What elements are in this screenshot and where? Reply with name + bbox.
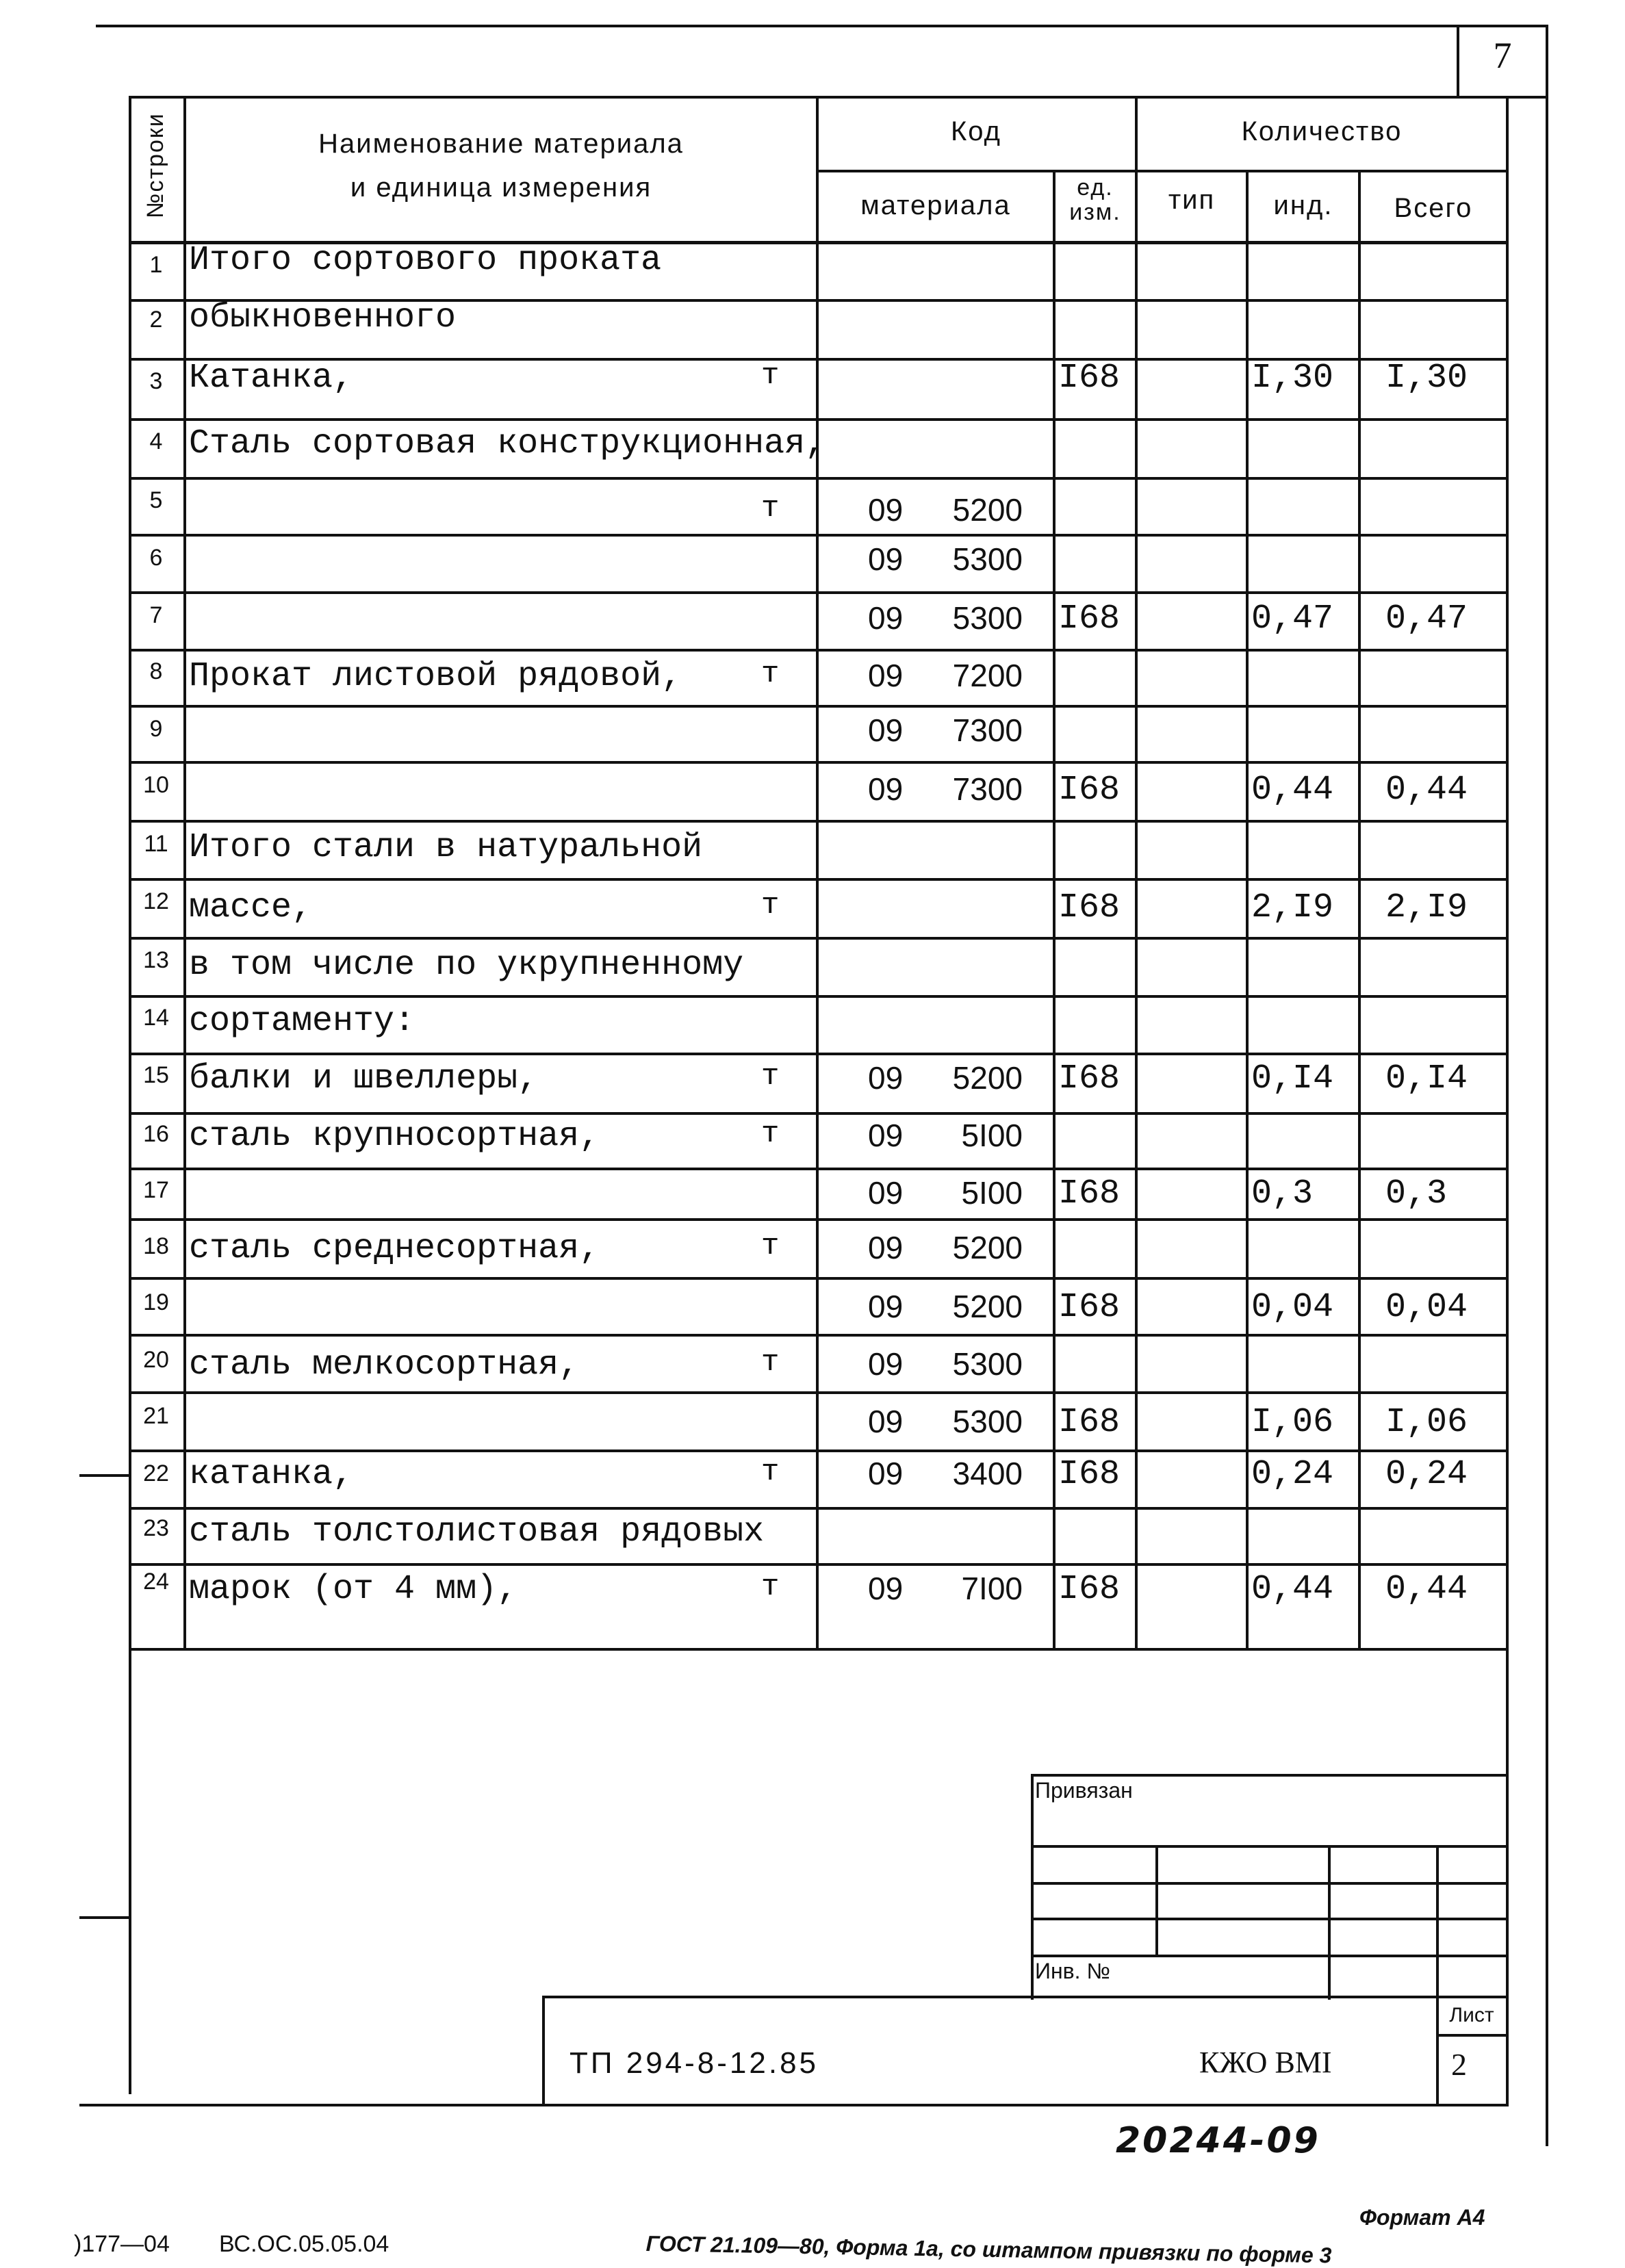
code-number: 5200 <box>952 1289 1023 1324</box>
row-number: 9 <box>149 716 163 742</box>
stamp-col-3 <box>1436 1845 1439 2000</box>
qty-total: 0,44 <box>1385 1570 1468 1609</box>
row-separator <box>129 937 1506 940</box>
code-number: 5300 <box>952 1404 1023 1439</box>
qty-ind: 0,I4 <box>1251 1059 1334 1098</box>
code-number: 5200 <box>952 492 1023 528</box>
material-name: марок (от 4 мм), <box>189 1570 518 1609</box>
unit-letter: т <box>761 359 780 393</box>
col-line-rownum <box>183 96 186 1649</box>
code-prefix: 09 <box>868 1456 904 1491</box>
unit-letter: т <box>761 1345 780 1380</box>
row-number: 1 <box>149 252 163 278</box>
qty-total: 0,47 <box>1385 600 1468 639</box>
table-bottom-line <box>129 1648 1506 1651</box>
stamp-line-1 <box>1031 1845 1506 1848</box>
header-quantity: Количество <box>1241 116 1403 146</box>
code-prefix: 09 <box>868 1118 904 1153</box>
title-block-bottom <box>79 2104 1509 2106</box>
code-number: 5300 <box>952 600 1023 636</box>
row-number: 14 <box>143 1005 169 1031</box>
col-line-total <box>1358 170 1361 1649</box>
row-separator <box>129 1168 1506 1170</box>
header-name-line2: и единица измерения <box>350 172 652 203</box>
code-prefix: 09 <box>868 658 904 693</box>
qty-total: 0,3 <box>1385 1174 1448 1213</box>
header-type: тип <box>1168 185 1216 215</box>
row-separator <box>129 418 1506 421</box>
stamp-left <box>1031 1774 1034 2000</box>
qty-ind: I,30 <box>1251 359 1334 398</box>
material-name: Итого стали в натуральной <box>189 828 703 867</box>
handwritten-number: 20244-09 <box>1116 2120 1320 2161</box>
material-name: Прокат листовой рядовой, <box>189 657 682 696</box>
row-number: 21 <box>143 1403 169 1429</box>
material-name: сталь мелкосортная, <box>189 1345 580 1384</box>
qty-ind: I,06 <box>1251 1403 1334 1442</box>
unit-letter: т <box>761 1117 780 1151</box>
code-number: 7300 <box>952 771 1023 807</box>
row-number: 5 <box>149 487 163 513</box>
footer-left-code: )177—04 <box>74 2231 170 2257</box>
qty-total: 0,I4 <box>1385 1059 1468 1098</box>
row-separator <box>129 878 1506 881</box>
material-name: сталь толстолистовая рядовых <box>189 1512 765 1551</box>
frame-left <box>129 96 131 2094</box>
header-row-number: №строки <box>142 112 168 218</box>
code-number: 5200 <box>952 1230 1023 1265</box>
code-number: 7300 <box>952 712 1023 748</box>
header-unit <box>1055 175 1135 224</box>
row-number: 20 <box>143 1347 169 1373</box>
code-prefix: 09 <box>868 1404 904 1439</box>
row-separator <box>129 477 1506 480</box>
code-number: 7I00 <box>961 1571 1023 1606</box>
code-prefix: 09 <box>868 1289 904 1324</box>
qty-ind: 0,44 <box>1251 1570 1334 1609</box>
row-separator <box>129 1053 1506 1055</box>
footer-gost: ГОСТ 21.109—80, Форма 1а, со штампом привязки по форме 3 <box>645 2231 1332 2268</box>
row-separator <box>129 1391 1506 1394</box>
code-prefix: 09 <box>868 712 904 748</box>
qty-total: I,06 <box>1385 1403 1468 1442</box>
header-name-line1: Наименование материала <box>318 129 684 159</box>
row-number: 7 <box>149 602 163 628</box>
row-number: 2 <box>149 307 163 333</box>
row-separator <box>129 649 1506 652</box>
stamp-line-4 <box>1031 1955 1506 1957</box>
unit-letter: т <box>761 888 780 923</box>
material-name: сталь среднесортная, <box>189 1229 600 1268</box>
unit-code: I68 <box>1058 888 1121 927</box>
qty-ind: 0,04 <box>1251 1288 1334 1327</box>
code-number: 5300 <box>952 541 1023 577</box>
stamp-line-3 <box>1031 1918 1506 1920</box>
row-separator <box>129 1334 1506 1337</box>
row-number: 17 <box>143 1177 169 1203</box>
qty-total: 0,24 <box>1385 1455 1468 1494</box>
stamp-col-2 <box>1328 1845 1331 2000</box>
frame-right <box>1546 25 1548 2146</box>
code-prefix: 09 <box>868 600 904 636</box>
header-material: материала <box>860 190 1011 220</box>
row-number: 13 <box>143 947 169 973</box>
material-name: в том числе по укрупненному <box>189 946 744 985</box>
code-number: 5I00 <box>961 1175 1023 1211</box>
row-number: 24 <box>143 1569 169 1595</box>
qty-total: 0,44 <box>1385 771 1468 810</box>
col-line-ind <box>1246 170 1249 1649</box>
margin-mark-2 <box>79 1916 131 1919</box>
unit-code: I68 <box>1058 1288 1121 1327</box>
table-right-edge <box>1506 96 1509 2104</box>
row-separator <box>129 995 1506 998</box>
col-line-code <box>816 96 819 1649</box>
format-label: Формат А4 <box>1359 2205 1485 2230</box>
col-line-qty <box>1135 96 1138 1649</box>
row-number: 12 <box>143 888 169 914</box>
unit-letter: т <box>761 657 780 691</box>
code-prefix: 09 <box>868 1230 904 1265</box>
row-separator <box>129 1112 1506 1115</box>
unit-code: I68 <box>1058 359 1121 398</box>
code-number: 5300 <box>952 1346 1023 1382</box>
header-unit-line2: изм. <box>1069 199 1121 225</box>
row-separator <box>129 1449 1506 1452</box>
material-name: обыкновенного <box>189 298 457 337</box>
unit-letter: т <box>761 1229 780 1263</box>
row-separator <box>129 705 1506 708</box>
qty-total: 0,04 <box>1385 1288 1468 1327</box>
unit-code: I68 <box>1058 600 1121 639</box>
stamp-col-1 <box>1155 1845 1158 1955</box>
doc-mark: КЖО ВМI <box>1199 2046 1332 2079</box>
material-name: Итого сортового проката <box>189 241 662 280</box>
stamp-top <box>1031 1774 1506 1777</box>
unit-code: I68 <box>1058 1403 1121 1442</box>
unit-code: I68 <box>1058 771 1121 810</box>
qty-total: I,30 <box>1385 359 1468 398</box>
code-number: 5200 <box>952 1060 1023 1096</box>
row-number: 22 <box>143 1460 169 1486</box>
unit-letter: т <box>761 1570 780 1604</box>
row-separator <box>129 1277 1506 1280</box>
row-separator <box>129 1563 1506 1566</box>
code-prefix: 09 <box>868 771 904 807</box>
code-number: 3400 <box>952 1456 1023 1491</box>
row-number: 6 <box>149 545 163 571</box>
qty-ind: 0,24 <box>1251 1455 1334 1494</box>
material-name: сортаменту: <box>189 1002 415 1041</box>
title-block-left <box>542 1996 545 2106</box>
code-prefix: 09 <box>868 541 904 577</box>
header-total: Всего <box>1394 193 1473 223</box>
unit-code: I68 <box>1058 1455 1121 1494</box>
material-name: Сталь сортовая конструкционная, <box>189 424 826 463</box>
code-prefix: 09 <box>868 1571 904 1606</box>
material-name: массе, <box>189 888 313 927</box>
stamp-inv-label: Инв. № <box>1035 1959 1110 1983</box>
unit-letter: т <box>761 1455 780 1489</box>
row-separator <box>129 761 1506 764</box>
qty-ind: 2,I9 <box>1251 888 1334 927</box>
code-number: 5I00 <box>961 1118 1023 1153</box>
row-separator <box>129 534 1506 537</box>
sheet-number: 2 <box>1451 2047 1467 2082</box>
code-prefix: 09 <box>868 492 904 528</box>
page-number: 7 <box>1493 35 1512 76</box>
material-name: сталь крупносортная, <box>189 1117 600 1156</box>
unit-letter: т <box>761 491 780 526</box>
unit-letter: т <box>761 1059 780 1094</box>
row-number: 10 <box>143 772 169 798</box>
code-number: 7200 <box>952 658 1023 693</box>
row-separator <box>129 820 1506 823</box>
unit-code: I68 <box>1058 1059 1121 1098</box>
code-prefix: 09 <box>868 1346 904 1382</box>
row-number: 19 <box>143 1289 169 1315</box>
row-separator <box>129 591 1506 594</box>
row-number: 3 <box>149 368 163 394</box>
row-number: 11 <box>144 831 168 857</box>
stamp-attached-label: Привязан <box>1035 1778 1133 1803</box>
col-line-unit <box>1053 170 1055 1649</box>
frame-top <box>96 25 1548 27</box>
row-number: 18 <box>143 1233 169 1259</box>
qty-ind: 0,44 <box>1251 771 1334 810</box>
material-name: катанка, <box>189 1455 354 1494</box>
row-separator <box>129 1218 1506 1221</box>
material-name: Катанка, <box>189 359 354 398</box>
header-code: Код <box>950 116 1001 146</box>
footer-left-ref: ВС.ОС.05.05.04 <box>219 2231 389 2257</box>
material-name: балки и швеллеры, <box>189 1059 539 1098</box>
title-block-top <box>542 1996 1506 1998</box>
header-ind: инд. <box>1273 190 1333 220</box>
stamp-line-2 <box>1031 1882 1506 1885</box>
code-prefix: 09 <box>868 1175 904 1211</box>
header-unit-line1: ед. <box>1077 175 1114 201</box>
margin-mark-1 <box>79 1474 131 1477</box>
row-number: 23 <box>143 1515 169 1541</box>
sheet-box-divider <box>1436 2034 1506 2037</box>
row-number: 16 <box>143 1121 169 1147</box>
row-number: 15 <box>143 1062 169 1088</box>
code-prefix: 09 <box>868 1060 904 1096</box>
table-top-line <box>129 96 1548 99</box>
row-separator <box>129 1507 1506 1510</box>
sheet-label: Лист <box>1449 2004 1494 2026</box>
qty-ind: 0,47 <box>1251 600 1334 639</box>
doc-code: ТП 294-8-12.85 <box>570 2046 819 2080</box>
qty-ind: 0,3 <box>1251 1174 1314 1213</box>
qty-total: 2,I9 <box>1385 888 1468 927</box>
unit-code: I68 <box>1058 1570 1121 1609</box>
row-number: 8 <box>149 658 163 684</box>
unit-code: I68 <box>1058 1174 1121 1213</box>
row-number: 4 <box>149 428 163 454</box>
header-mid-line <box>816 170 1506 172</box>
